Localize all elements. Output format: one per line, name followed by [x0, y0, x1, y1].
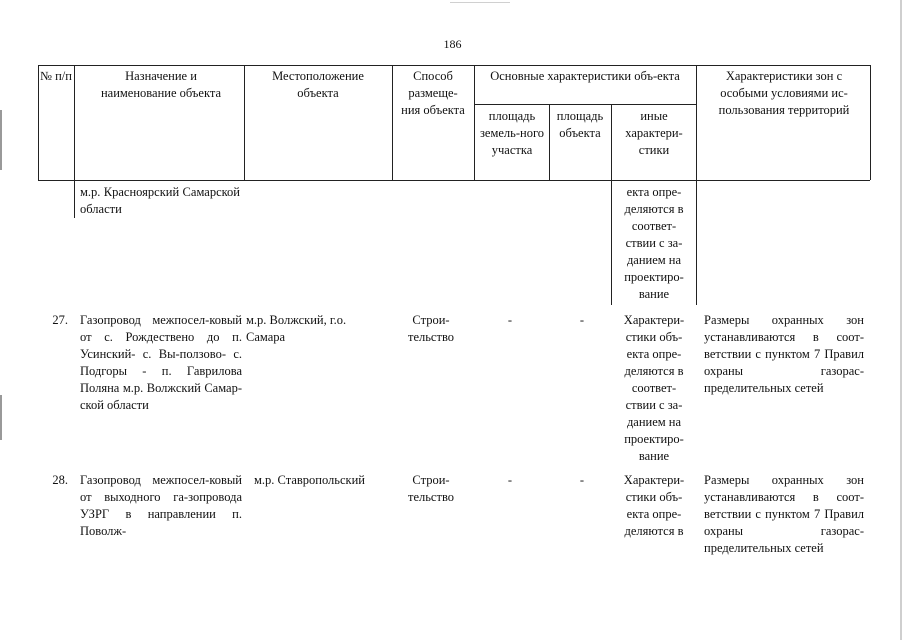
row-name: Газопровод межпосел-ковый от с. Рождествено до п. Усинский- с. Вы-ползово- с. Подгоры - п. Гаврилова Поляна м.р. Волжский Самар-ской области [80, 313, 242, 412]
header-bottom-border [38, 180, 870, 181]
header-method: Способ размеще-ния объекта [401, 69, 465, 117]
row-object-area: - [579, 473, 585, 487]
row-object-area: - [579, 313, 585, 327]
header-object-area: площадь объекта [556, 109, 604, 140]
row-other-characteristics: Характери-стики объ-екта опре-деляются в соответ-ствии с за-данием на проектиро-вание [623, 313, 685, 463]
row-method: Строи-тельство [407, 313, 455, 344]
row-other-characteristics: Характери-стики объ-екта опре-деляются в [623, 473, 685, 538]
column-border [611, 180, 612, 305]
header-land-area: площадь земель-ного участка [479, 109, 545, 157]
header-num: № п/п [40, 69, 72, 83]
column-border [549, 104, 550, 180]
column-border [74, 65, 75, 180]
column-border [474, 65, 475, 180]
subheader-divider [474, 104, 696, 105]
header-other-characteristics: иные характери-стики [625, 109, 683, 157]
column-border [870, 65, 871, 180]
header-name: Назначение и наименование объекта [100, 69, 222, 100]
row-number: 27. [52, 313, 68, 327]
row-location: м.р. Ставропольский [254, 473, 365, 487]
column-border [38, 65, 39, 180]
column-border [244, 65, 245, 180]
header-zone-characteristics: Характеристики зон с особыми условиями ис-пользования территорий [718, 69, 850, 117]
scan-edge-mark [0, 110, 2, 170]
row-land-area: - [507, 313, 513, 327]
page-number: 186 [443, 37, 462, 51]
row-zone-characteristics: Размеры охранных зон устанавливаются в соот-ветствии с пунктом 7 Правил охраны газорас-пределительных сетей [704, 313, 864, 395]
column-border [696, 180, 697, 305]
row-number: 28. [52, 473, 68, 487]
continuation-name: м.р. Красноярский Самарской области [80, 185, 240, 216]
continuation-other-characteristics: екта опре-деляются в соответ-ствии с за-данием на проектиро-вание [624, 185, 684, 301]
row-method: Строи-тельство [407, 473, 455, 504]
column-border [611, 104, 612, 180]
row-zone-characteristics: Размеры охранных зон устанавливаются в соот-ветствии с пунктом 7 Правил охраны газорас-пределительных сетей [704, 473, 864, 555]
column-border [392, 65, 393, 180]
header-location: Местоположение объекта [272, 69, 364, 100]
column-border [696, 65, 697, 180]
scan-edge-mark [0, 395, 2, 440]
table-top-border [38, 65, 870, 66]
header-main-characteristics: Основные характеристики объ-екта [490, 69, 680, 83]
row-land-area: - [507, 473, 513, 487]
scan-edge-mark [450, 2, 510, 3]
row-location: м.р. Волжский, г.о. Самара [246, 313, 347, 344]
column-border [74, 180, 75, 218]
scan-edge-mark [900, 0, 902, 640]
row-name: Газопровод межпосел-ковый от выходного га-зопровода УЗРГ в направлении п. Поволж- [80, 473, 242, 538]
